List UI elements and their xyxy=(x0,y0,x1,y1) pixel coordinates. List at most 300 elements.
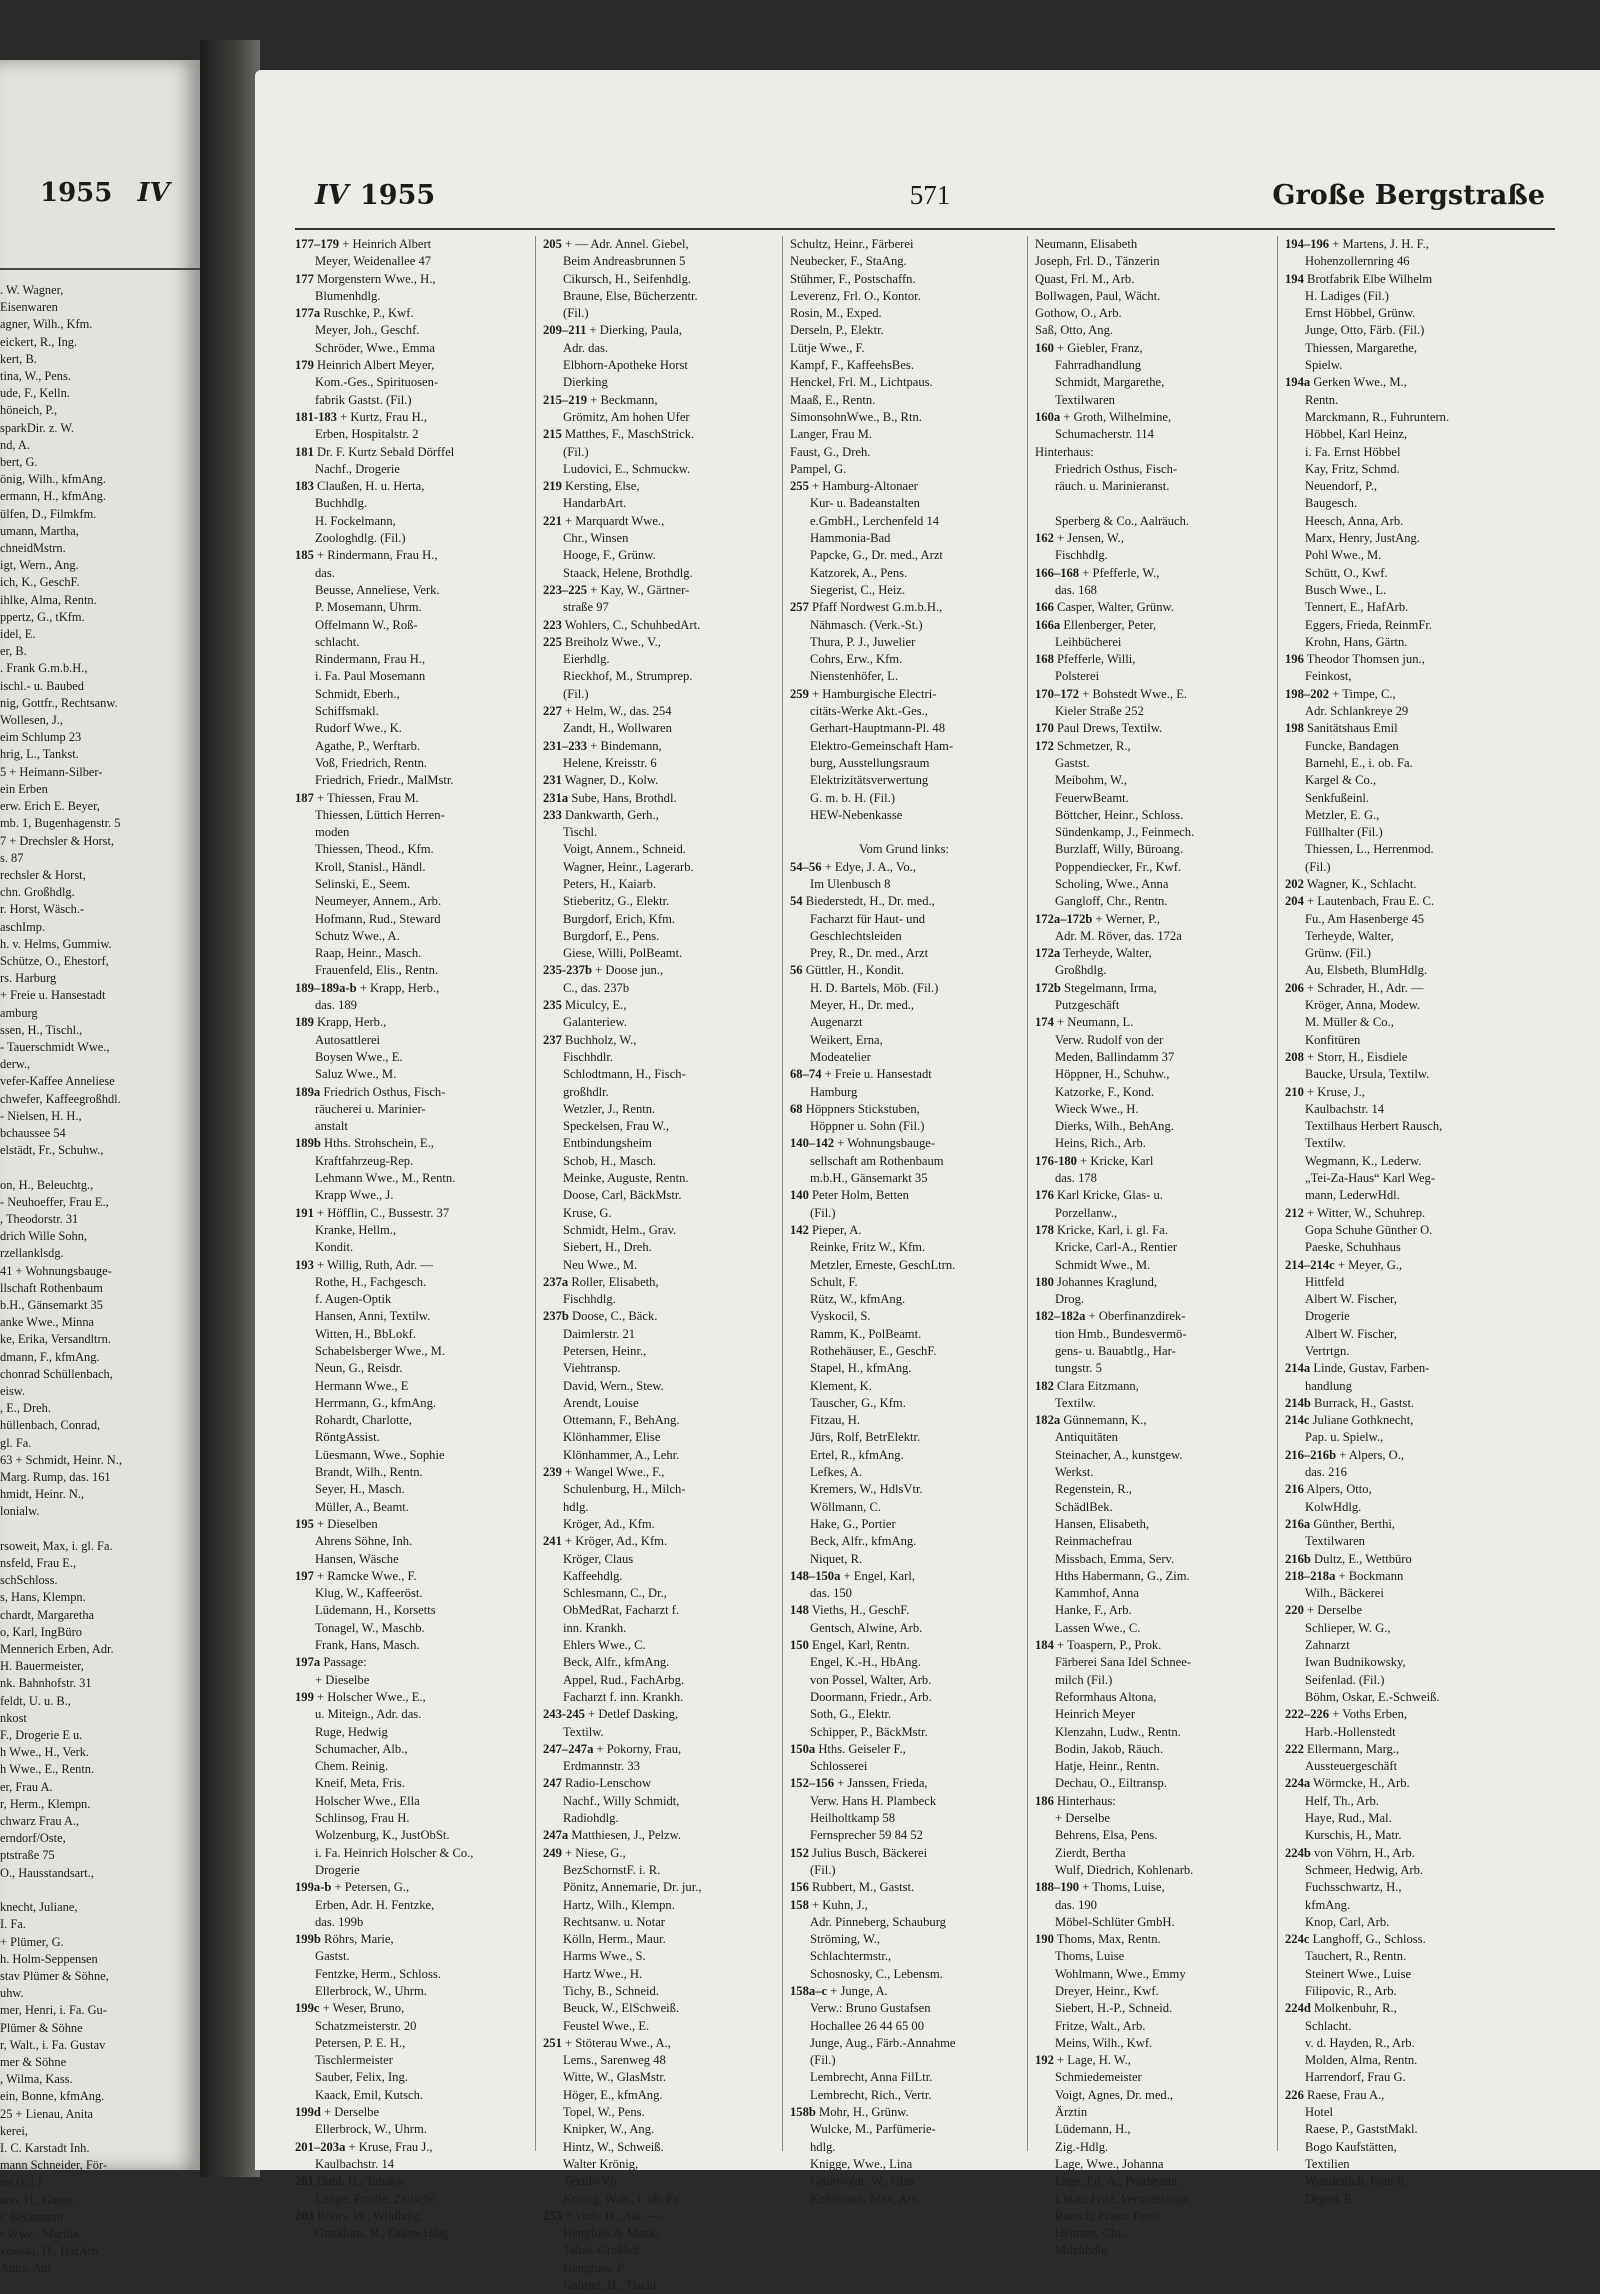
page-volume: IV xyxy=(315,180,349,211)
directory-entry: Selinski, E., Seem. xyxy=(315,876,411,891)
directory-entry: 259 + Hamburgische Electri- xyxy=(790,686,937,701)
directory-entry: Junge, Otto, Färb. (Fil.) xyxy=(1305,323,1425,338)
left-page-line: chardt, Margaretha xyxy=(0,1607,95,1622)
left-page-line: rechsler & Horst, xyxy=(0,867,86,882)
directory-entry: 150 Engel, Karl, Rentn. xyxy=(790,1638,910,1653)
left-page-line: hmidt, Heinr. N., xyxy=(0,1487,84,1502)
directory-entry: Gastst. xyxy=(1055,755,1090,770)
directory-entry: Metzler, Erneste, GeschLtrn. xyxy=(810,1257,956,1272)
directory-entry: Agathe, P., Werftarb. xyxy=(315,738,421,753)
directory-entry: (Fil.) xyxy=(1305,859,1331,874)
directory-entry: 158a–c + Junge, A. xyxy=(790,1983,888,1998)
house-number: 178 xyxy=(1035,1222,1054,1237)
house-number: 170 xyxy=(1035,721,1054,736)
directory-entry: Rieckhof, M., Strumprep. xyxy=(563,669,693,684)
left-page-line: kert, B. xyxy=(0,351,37,366)
left-page-line: ermann, H., kfmAng. xyxy=(0,489,106,504)
directory-entry: Voigt, Agnes, Dr. med., xyxy=(1055,2087,1174,2102)
directory-entry: Klönhammer, Elise xyxy=(563,1430,661,1445)
left-page-line: ude, F., Kelln. xyxy=(0,386,70,401)
directory-entry: Langer, Frau M. xyxy=(790,427,873,442)
left-page-header xyxy=(40,178,180,208)
directory-entry: Viehtransp. xyxy=(563,1361,621,1376)
house-number: 251 xyxy=(543,2035,562,2050)
directory-entry: Scholing, Wwe., Anna xyxy=(1055,876,1169,891)
directory-entry: Engel, K.-H., HbAng. xyxy=(810,1655,921,1670)
directory-entry: RöntgAssist. xyxy=(315,1430,380,1445)
directory-entry: Schlesmann, C., Dr., xyxy=(563,1586,667,1601)
directory-entry: Vom Grund links: xyxy=(858,842,950,857)
directory-entry: 160a + Groth, Wilhelmine, xyxy=(1035,409,1172,424)
directory-entry: Peters, H., Kaiarb. xyxy=(563,876,657,891)
directory-entry: Rindermann, Frau H., xyxy=(315,652,426,667)
directory-entry: Kom.-Ges., Spirituosen- xyxy=(315,375,439,390)
directory-entry: 215–219 + Beckmann, xyxy=(543,392,658,407)
directory-entry: Grömitz, Am hohen Ufer xyxy=(563,409,690,424)
house-number: 216–216b xyxy=(1285,1447,1337,1462)
directory-entry: 216 Alpers, Otto, xyxy=(1285,1482,1372,1497)
directory-entry: H. Ladiges (Fil.) xyxy=(1305,288,1389,303)
house-number: 221 xyxy=(543,513,562,528)
house-number: 168 xyxy=(1035,652,1054,667)
left-page-line: ischl.- u. Baubed xyxy=(0,678,84,693)
directory-entry: Drogerie xyxy=(315,1862,360,1877)
directory-entry: 54 Biederstedt, H., Dr. med., xyxy=(790,894,935,909)
directory-entry: Senkfußeinl. xyxy=(1305,790,1370,805)
directory-entry: Textilhaus Herbert Rausch, xyxy=(1305,1119,1443,1134)
house-number: 220 xyxy=(1285,1603,1304,1618)
house-number: 214b xyxy=(1285,1395,1311,1410)
directory-entry: H. D. Bartels, Möb. (Fil.) xyxy=(810,980,939,995)
directory-entry: Gabriel, H., Tischl. xyxy=(563,2278,660,2293)
directory-entry: Wolzenburg, K., JustObSt. xyxy=(315,1828,450,1843)
left-page-line: r. Horst, Wäsch.- xyxy=(0,902,85,917)
directory-entry: Missbach, Emma, Serv. xyxy=(1055,1551,1175,1566)
directory-entry: 186 Hinterhaus: xyxy=(1035,1793,1116,1808)
directory-entry: Lefkes, A. xyxy=(810,1465,863,1480)
directory-entry: Raese, P., GaststMakl. xyxy=(1305,2122,1418,2137)
column-divider xyxy=(535,236,536,2151)
directory-entry: 204 + Lautenbach, Frau E. C. xyxy=(1285,894,1435,909)
directory-entry: 187 + Thiessen, Frau M. xyxy=(295,790,419,805)
house-number: 218–218a xyxy=(1285,1568,1336,1583)
directory-entry: Ahrens Söhne, Inh. xyxy=(315,1534,413,1549)
house-number: 197a xyxy=(295,1655,321,1670)
directory-entry: 177–179 + Heinrich Albert xyxy=(295,237,432,251)
left-page-line: h. Holm-Seppensen xyxy=(0,1951,98,1966)
directory-entry: Steinacher, A., kunstgew. xyxy=(1055,1447,1183,1462)
left-page-line: hüllenbach, Conrad, xyxy=(0,1418,101,1433)
directory-entry: Busch Wwe., L. xyxy=(1305,582,1387,597)
directory-entry: 188–190 + Thoms, Luise, xyxy=(1035,1880,1165,1895)
house-number: 166 xyxy=(1035,600,1054,615)
directory-entry: 210 + Kruse, J., xyxy=(1285,1084,1365,1099)
house-number: 227 xyxy=(543,704,562,719)
left-page-line: 5 + Heimann-Silber- xyxy=(0,764,103,779)
left-page-line: , E., Dreh. xyxy=(0,1401,51,1416)
directory-entry: + Derselbe xyxy=(1055,1811,1111,1826)
left-page-line: derw., xyxy=(0,1057,31,1072)
directory-entry: 203 Böhrs, W., Wildhdlg. xyxy=(295,2208,424,2223)
directory-entry: Antiquitäten xyxy=(1055,1430,1118,1445)
house-number: 255 xyxy=(790,479,809,494)
directory-entry: Ehlers Wwe., C. xyxy=(563,1638,646,1653)
directory-entry: v. d. Hayden, R., Arb. xyxy=(1305,2035,1415,2050)
directory-entry: hdlg. xyxy=(563,1499,589,1514)
house-number: 223–225 xyxy=(543,582,588,597)
directory-entry: Offelmann W., Roß- xyxy=(315,617,418,632)
directory-entry: Kay, Fritz, Schmd. xyxy=(1305,461,1400,476)
directory-entry: Junge, Aug., Färb.-Annahme xyxy=(810,2035,956,2050)
house-number: 202 xyxy=(1285,876,1304,891)
directory-column-3 xyxy=(790,236,1018,2206)
left-page-line: on, H., Beleuchtg., xyxy=(0,1177,94,1192)
directory-entry: 158 + Kuhn, J., xyxy=(790,1897,868,1912)
directory-entry: Siebert, H.-P., Schneid. xyxy=(1055,2001,1173,2016)
directory-entry: Topel, W., Pens. xyxy=(563,2105,645,2120)
directory-entry: 174 + Neumann, L. xyxy=(1035,1015,1134,1030)
directory-entry: Gothow, O., Arb. xyxy=(1035,306,1122,321)
directory-entry: Graudons, B., GrünwHdlg. xyxy=(315,2226,452,2241)
directory-column-5 xyxy=(1285,236,1550,2206)
directory-entry: Speckelsen, Frau W., xyxy=(563,1119,669,1134)
directory-entry: Frauenfeld, Elis., Rentn. xyxy=(315,963,439,978)
directory-entry: Giese, Willi, PolBeamt. xyxy=(563,946,683,961)
directory-entry: Au, Elsbeth, BlumHdlg. xyxy=(1305,963,1428,978)
house-number: 214c xyxy=(1285,1413,1310,1428)
directory-entry: Saß, Otto, Ang. xyxy=(1035,323,1114,338)
directory-entry: Witten, H., BbLokf. xyxy=(315,1326,416,1341)
left-page-line: F., Drogerie E u. xyxy=(0,1728,83,1743)
directory-entry: Kruse, G. xyxy=(563,1205,612,1220)
house-number: 189a xyxy=(295,1084,321,1099)
house-number: 148–150a xyxy=(790,1568,841,1583)
directory-entry: 249 + Niese, G., xyxy=(543,1845,626,1860)
house-number: 205 xyxy=(543,237,562,251)
directory-entry: straße 97 xyxy=(563,600,609,615)
left-page-line: , Wilma, Kass. xyxy=(0,2072,73,2087)
directory-entry: Möbel-Schlüter GmbH. xyxy=(1055,1914,1175,1929)
directory-entry: Pap. u. Spielw., xyxy=(1305,1430,1384,1445)
directory-entry: Weikert, Erna, xyxy=(810,1032,883,1047)
directory-entry: Kohlmann, Max, Arb. xyxy=(810,2191,921,2206)
directory-entry: Schmidt Wwe., M. xyxy=(1055,1257,1151,1272)
directory-entry: das. 216 xyxy=(1305,1465,1347,1480)
directory-entry: Schatzmeisterstr. 20 xyxy=(315,2018,417,2033)
directory-entry: Baugesch. xyxy=(1305,496,1358,511)
directory-entry: Nachf., Willy Schmidt, xyxy=(563,1793,680,1808)
directory-entry: 216–216b + Alpers, O., xyxy=(1285,1447,1405,1462)
directory-entry: Herrmann, G., kfmAng. xyxy=(315,1395,437,1410)
left-page-line: igt, Wern., Ang. xyxy=(0,558,79,573)
directory-entry: Stieberitz, G., Elektr. xyxy=(563,894,670,909)
house-number: 162 xyxy=(1035,531,1054,546)
directory-entry: Rohardt, Charlotte, xyxy=(315,1413,412,1428)
house-number: 219 xyxy=(543,479,562,494)
house-number: 142 xyxy=(790,1222,809,1237)
directory-entry: Hansen, Anni, Textilw. xyxy=(315,1309,431,1324)
directory-entry: Brandt, Wilh., Rentn. xyxy=(315,1465,423,1480)
directory-entry: Rothe, H., Fachgesch. xyxy=(315,1274,427,1289)
directory-entry: 194–196 + Martens, J. H. F., xyxy=(1285,237,1429,251)
directory-entry: Autosattlerei xyxy=(315,1032,381,1047)
house-number: 204 xyxy=(1285,894,1304,909)
directory-entry: Knigge, Wwe., Lina xyxy=(810,2156,913,2171)
directory-entry: Cohrs, Erw., Kfm. xyxy=(810,652,903,667)
directory-entry: Lage, Frl. A., Postbeamt. xyxy=(1055,2174,1181,2189)
directory-entry: + Dieselbe xyxy=(315,1672,370,1687)
directory-entry: Hintz, W., Schweiß. xyxy=(563,2139,664,2154)
directory-entry: Faust, G., Dreh. xyxy=(790,444,871,459)
directory-entry: Chr., Winsen xyxy=(563,531,629,546)
directory-entry: Schmidt, Margarethe, xyxy=(1055,375,1165,390)
directory-entry: Ströming, W., xyxy=(810,1932,880,1947)
directory-entry: Adr. Pinneberg, Schauburg xyxy=(810,1914,946,1929)
left-page-line: nd, A. xyxy=(0,437,30,452)
directory-entry: Krönig, Walt., i. ob. Fa. xyxy=(563,2191,683,2206)
directory-entry: Vertrtgn. xyxy=(1305,1344,1350,1358)
directory-entry: moden xyxy=(315,825,350,840)
house-number: 203 xyxy=(295,2208,314,2223)
directory-entry: Fahrradhandlung xyxy=(1055,358,1142,373)
directory-entry: Schipper, P., BäckMstr. xyxy=(810,1724,928,1739)
directory-entry: 183 Claußen, H. u. Herta, xyxy=(295,479,425,494)
house-number: 158b xyxy=(790,2105,816,2120)
left-page-line: kerei, xyxy=(0,2123,28,2138)
directory-entry: 166 Casper, Walter, Grünw. xyxy=(1035,600,1174,615)
house-number: 179 xyxy=(295,358,314,373)
directory-entry: 214c Juliane Gothknecht, xyxy=(1285,1413,1414,1428)
directory-entry: Hartz Wwe., H. xyxy=(563,1966,643,1981)
directory-entry: 206 + Schrader, H., Adr. — xyxy=(1285,980,1424,995)
house-number: 188–190 xyxy=(1035,1880,1080,1895)
directory-entry: Kammhof, Anna xyxy=(1055,1586,1139,1601)
house-number: 198–202 xyxy=(1285,686,1330,701)
directory-entry: Kaulbachstr. 14 xyxy=(315,2156,395,2171)
directory-entry: 172a–172b + Werner, P., xyxy=(1035,911,1161,926)
directory-columns xyxy=(295,236,1557,2293)
directory-entry: Tabak-Großhdl. xyxy=(563,2243,643,2258)
left-page-line: b.H., Gänsemarkt 35 xyxy=(0,1297,103,1312)
directory-entry: Fuchsschwartz, H., xyxy=(1305,1880,1402,1895)
directory-entry: David, Wern., Stew. xyxy=(563,1378,664,1393)
directory-entry: 255 + Hamburg-Altonaer xyxy=(790,479,918,494)
directory-entry: Neumeyer, Annem., Arb. xyxy=(315,894,442,909)
directory-entry: Textilw. xyxy=(563,1724,604,1739)
left-page-line: , Theodorstr. 31 xyxy=(0,1211,79,1226)
house-number: 225 xyxy=(543,634,562,649)
directory-entry: 170–172 + Bohstedt Wwe., E. xyxy=(1035,686,1188,701)
directory-entry: 233 Dankwarth, Gerh., xyxy=(543,807,659,822)
directory-entry: Appel, Rud., FachArbg. xyxy=(563,1672,685,1687)
directory-entry: Zandt, H., Wollwaren xyxy=(563,721,672,736)
directory-entry: Tauchert, R., Rentn. xyxy=(1305,1949,1407,1964)
left-page-line: - Nielsen, H. H., xyxy=(0,1108,82,1123)
left-page-line: er, B. xyxy=(0,644,27,659)
directory-entry: Schmidt, Helm., Grav. xyxy=(563,1222,677,1237)
left-page-line: ich, K., GeschF. xyxy=(0,575,80,590)
house-number: 237 xyxy=(543,1032,562,1047)
directory-entry: Staack, Helene, Brothdlg. xyxy=(563,565,693,580)
directory-entry: Fitzau, H. xyxy=(810,1413,861,1428)
directory-entry: 221 + Marquardt Wwe., xyxy=(543,513,665,528)
house-number: 158 xyxy=(790,1897,809,1912)
left-page-line: r, Herm., Klempn. xyxy=(0,1796,91,1811)
left-page-volume: IV xyxy=(137,178,170,208)
directory-entry: Hinterhaus: xyxy=(1035,444,1094,459)
directory-entry: Schütt, O., Kwf. xyxy=(1305,565,1388,580)
directory-entry: Meins, Wilh., Kwf. xyxy=(1055,2035,1153,2050)
directory-entry: 199c + Weser, Bruno, xyxy=(295,2001,405,2016)
directory-entry: Höppner, H., Schuhw., xyxy=(1055,1067,1170,1082)
left-page-line: chwefer, Kaffeegroßhdl. xyxy=(0,1091,121,1106)
left-page-line: eim Schlump 23 xyxy=(0,730,82,745)
directory-entry: Chem. Reinig. xyxy=(315,1759,389,1774)
directory-entry: Buchhdlg. xyxy=(315,496,368,511)
directory-entry: Lüesmann, Wwe., Sophie xyxy=(315,1447,445,1462)
house-number: 231 xyxy=(543,773,562,788)
directory-entry: Petersen, Heinr., xyxy=(563,1344,647,1358)
directory-entry: Hengfoss & Maak, xyxy=(563,2226,659,2241)
left-page-line: schSchloss. xyxy=(0,1573,58,1588)
house-number: 195 xyxy=(295,1516,314,1531)
house-number: 247 xyxy=(543,1776,562,1791)
directory-entry: Zoologhdlg. (Fil.) xyxy=(315,531,406,546)
directory-entry: Ottemann, F., BehAng. xyxy=(563,1413,680,1428)
left-page-line: kowski, H., HafArb. xyxy=(0,2244,102,2259)
directory-entry: Molden, Alma, Rentn. xyxy=(1305,2053,1418,2068)
directory-entry: Wetzler, J., Rentn. xyxy=(563,1101,656,1116)
directory-entry: 177a Ruschke, P., Kwf. xyxy=(295,306,414,321)
house-number: 237b xyxy=(543,1309,569,1324)
directory-entry: 222 Ellermann, Marg., xyxy=(1285,1741,1400,1756)
directory-entry: Funcke, Bandagen xyxy=(1305,738,1399,753)
directory-entry: Hochallee 26 44 65 00 xyxy=(810,2018,925,2033)
directory-entry: Meibohm, W., xyxy=(1055,773,1128,788)
left-page-line: ppertz, G., tKfm. xyxy=(0,609,85,624)
house-number: 156 xyxy=(790,1880,809,1895)
directory-entry: inn. Krankh. xyxy=(563,1620,627,1635)
directory-entry: 247 Radio-Lenschow xyxy=(543,1776,652,1791)
directory-entry: Gangloff, Chr., Rentn. xyxy=(1055,894,1168,909)
house-number: 172a xyxy=(1035,946,1061,961)
house-number: 140–142 xyxy=(790,1136,835,1151)
directory-entry: u. Miteign., Adr. das. xyxy=(315,1707,422,1722)
house-number: 194–196 xyxy=(1285,237,1330,251)
house-number: 158a–c xyxy=(790,1983,828,1998)
directory-entry: 181 Dr. F. Kurtz Sebald Dörffel xyxy=(295,444,455,459)
left-page-line: Mennerich Erben, Adr. xyxy=(0,1642,114,1657)
left-page-line: elstädt, Fr., Schuhw., xyxy=(0,1143,104,1158)
directory-entry: Dierking xyxy=(563,375,608,390)
directory-entry: räucherei u. Marinier- xyxy=(315,1101,426,1116)
directory-entry: Sündenkamp, J., Feinmech. xyxy=(1055,825,1195,840)
directory-entry: Behrens, Elsa, Pens. xyxy=(1055,1828,1158,1843)
house-number: 182–182a xyxy=(1035,1309,1086,1324)
house-number: 184 xyxy=(1035,1638,1054,1653)
directory-entry: Seyer, H., Masch. xyxy=(315,1482,405,1497)
directory-entry: Schutz Wwe., A. xyxy=(315,928,400,943)
directory-entry: Erben, Adr. H. Fentzke, xyxy=(315,1897,435,1912)
left-page-line: bert, G. xyxy=(0,455,38,470)
directory-entry: Nienstenhöfer, L. xyxy=(810,669,898,684)
directory-entry: Walter Krönig, xyxy=(563,2156,639,2171)
directory-entry: Krohn, Hans, Gärtn. xyxy=(1305,634,1408,649)
left-page-line: s. 87 xyxy=(0,850,24,865)
directory-column-4 xyxy=(1035,236,1267,2258)
left-page-line: + Freie u. Hansestadt xyxy=(0,988,106,1003)
directory-entry: Ärztin xyxy=(1055,2105,1088,2120)
directory-entry: das. xyxy=(315,565,335,580)
directory-entry: Klement, K. xyxy=(810,1378,872,1393)
directory-entry: 197 + Ramcke Wwe., F. xyxy=(295,1568,417,1583)
left-page-line: Marg. Rump, das. 161 xyxy=(0,1470,111,1485)
left-page-line: tina, W., Pens. xyxy=(0,369,71,384)
directory-entry: das. 190 xyxy=(1055,1897,1097,1912)
directory-entry: 216b Dultz, E., Wettbüro xyxy=(1285,1551,1412,1566)
directory-entry: Putzgeschäft xyxy=(1055,998,1120,1013)
directory-entry: 172 Schmetzer, R., xyxy=(1035,738,1131,753)
directory-entry: Reformhaus Altona, xyxy=(1055,1689,1157,1704)
left-page-line: Eisenwaren xyxy=(0,300,58,315)
directory-entry: 231a Sube, Hans, Brothdl. xyxy=(543,790,677,805)
directory-entry: 212 + Witter, W., Schuhrep. xyxy=(1285,1205,1426,1220)
directory-entry: (Fil.) xyxy=(810,1205,836,1220)
directory-entry: Schlinsog, Frau H. xyxy=(315,1811,410,1826)
directory-entry: Textilwaren xyxy=(1055,392,1115,407)
running-head xyxy=(315,180,1545,230)
house-number: 209–211 xyxy=(543,323,587,338)
directory-entry: Ludovici, E., Schmuckw. xyxy=(563,461,691,476)
directory-entry: Hermann Wwe., E xyxy=(315,1378,409,1393)
directory-entry: Voß, Friedrich, Rentn. xyxy=(315,755,428,770)
directory-entry: 257 Pfaff Nordwest G.m.b.H., xyxy=(790,600,943,615)
left-page-line: ptstraße 75 xyxy=(0,1848,55,1863)
directory-entry: (Fil.) xyxy=(563,686,589,701)
left-page-line: - Neuhoeffer, Frau E., xyxy=(0,1194,109,1209)
left-page-line: agner, Wilh., Kfm. xyxy=(0,317,93,332)
directory-entry: Kröger, Claus xyxy=(563,1551,634,1566)
directory-entry: Hengfoss, P. xyxy=(563,2260,626,2275)
directory-entry: Wunderlich, Frau R. xyxy=(1305,2174,1409,2189)
house-number: 189–189a-b xyxy=(295,980,357,995)
house-number: 68 xyxy=(790,1101,803,1116)
house-number: 197 xyxy=(295,1568,314,1583)
directory-entry: burg, Ausstellungsraum xyxy=(810,755,930,770)
house-number: 166a xyxy=(1035,617,1061,632)
directory-entry: ObMedRat, Facharzt f. xyxy=(563,1603,680,1618)
house-number: 199b xyxy=(295,1932,321,1947)
left-page-line: I. C. Karstadt Inh. xyxy=(0,2140,90,2155)
directory-entry: 224b von Vöhrn, H., Arb. xyxy=(1285,1845,1415,1860)
left-page-line: amburg xyxy=(0,1005,38,1020)
left-page-line: idel, E. xyxy=(0,627,36,642)
directory-entry: Hooge, F., Grünw. xyxy=(563,548,656,563)
directory-entry: Schultz, Heinr., Färberei xyxy=(790,237,914,251)
directory-entry: 178 Kricke, Karl, i. gl. Fa. xyxy=(1035,1222,1168,1237)
directory-entry: Adr. M. Röver, das. 172a xyxy=(1055,928,1182,943)
directory-entry: das. 178 xyxy=(1055,1171,1097,1186)
directory-entry: anstalt xyxy=(315,1119,348,1134)
directory-entry: Polsterei xyxy=(1055,669,1100,684)
directory-entry: 231 Wagner, D., Kolw. xyxy=(543,773,659,788)
directory-entry: 223–225 + Kay, W., Gärtner- xyxy=(543,582,690,597)
left-page-line: Plümer & Söhne xyxy=(0,2020,83,2035)
directory-entry: Kur- u. Badeanstalten xyxy=(810,496,920,511)
directory-entry: 189b Hths. Strohschein, E., xyxy=(295,1136,434,1151)
house-number: 180 xyxy=(1035,1274,1054,1289)
directory-entry: 190 Thoms, Max, Rentn. xyxy=(1035,1932,1161,1947)
